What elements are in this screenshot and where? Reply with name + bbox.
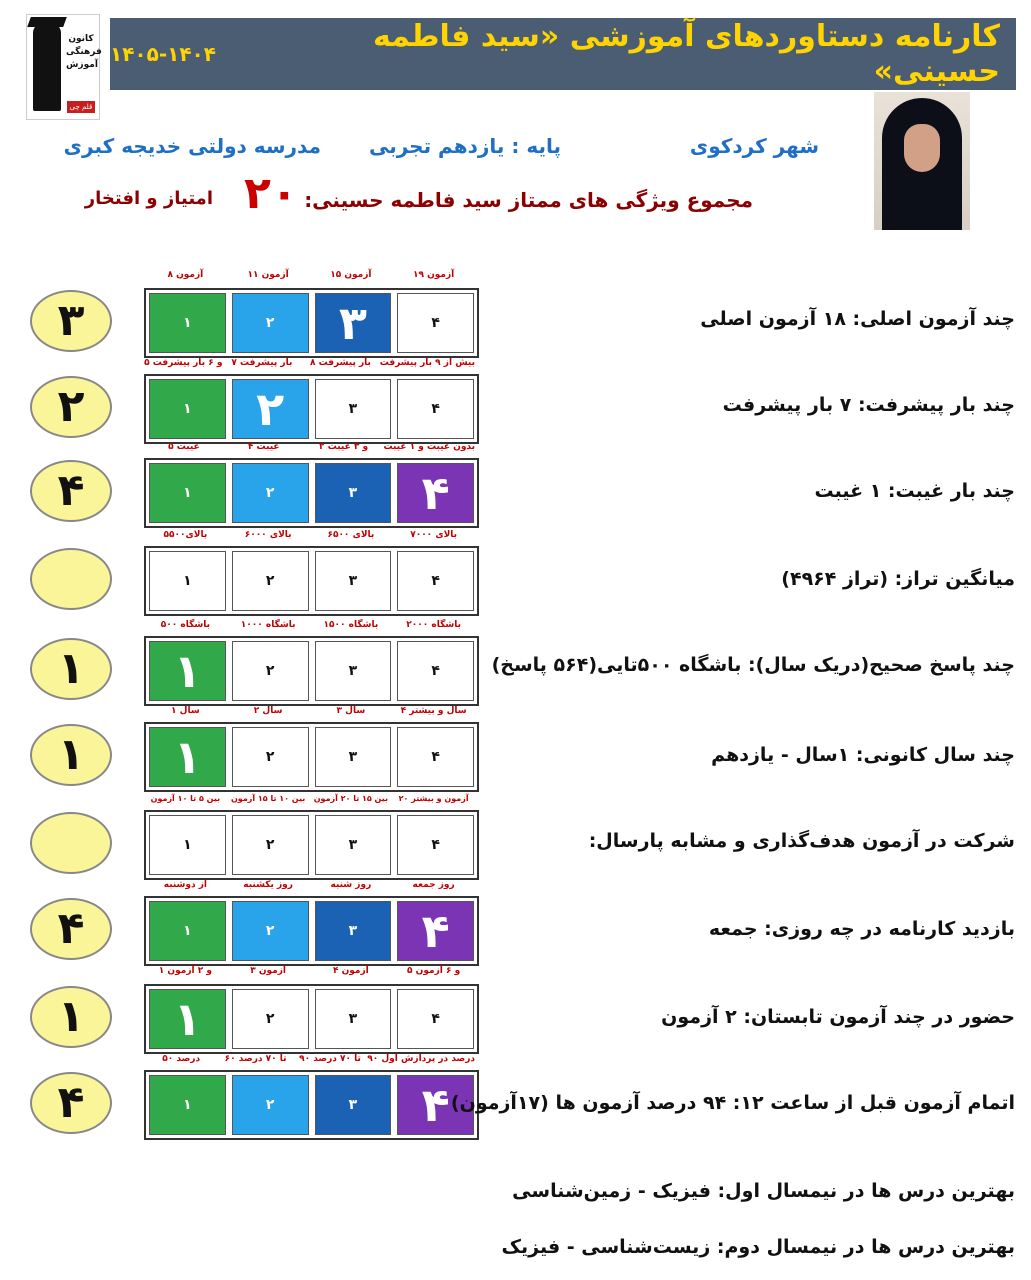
grid-cell: ۱ xyxy=(149,1075,226,1135)
best-lessons-second: بهترین درس ها در نیمسال دوم: زیست‌شناسی - فیزیک xyxy=(501,1236,1015,1258)
grid-cell: ۲ xyxy=(232,989,309,1049)
grid-cell: ۴ xyxy=(397,727,474,787)
grid-cell: ۲ xyxy=(232,641,309,701)
grid-cell: ۲ xyxy=(232,551,309,611)
grid-cell: ۲ xyxy=(232,901,309,961)
grid-cell-selected: ۱ xyxy=(149,727,226,787)
score-circle: ۴ xyxy=(30,1072,112,1134)
grid-cell: ۱ xyxy=(149,379,226,439)
row-labels: ۵ و ۶ بار پیشرفت ۷ بار پیشرفت ۸ بار پیشرفت بیش از ۹ بار پیشرفت xyxy=(144,358,475,368)
grid-cell: ۴ xyxy=(397,293,474,353)
row-question: حضور در چند آزمون تابستان: ۲ آزمون xyxy=(661,1006,1015,1028)
grid-cell: ۴ xyxy=(397,551,474,611)
row-question: اتمام آزمون قبل از ساعت ۱۲: ۹۴ درصد آزمون ها (۱۷آزمون) xyxy=(450,1092,1015,1114)
student-grade: پایه : یازدهم تجربی xyxy=(368,134,561,158)
score-grid xyxy=(144,722,479,792)
total-value: ۲۰ xyxy=(244,168,298,219)
score-grid xyxy=(144,288,479,358)
row-question: بازدید کارنامه در چه روزی: جمعه xyxy=(708,918,1015,940)
score-circle: ۴ xyxy=(30,898,112,960)
score-grid xyxy=(144,896,479,966)
student-city: شهر کردکوی xyxy=(689,134,819,158)
grid-cell: ۱ xyxy=(149,815,226,875)
kanoon-logo xyxy=(26,14,100,120)
row-question: میانگین تراز: (تراز ۴۹۶۴) xyxy=(781,568,1015,590)
grid-cell-selected: ۱ xyxy=(149,641,226,701)
row-labels: ۵ غیبت ۴ غیبت ۲ و ۳ غیبت بدون غیبت و ۱ غیبت xyxy=(168,442,476,452)
score-grid xyxy=(144,546,479,616)
grid-cell-selected: ۴ xyxy=(397,901,474,961)
score-circle xyxy=(30,548,112,610)
grid-cell: ۱ xyxy=(149,463,226,523)
title-bar xyxy=(110,18,1016,90)
row-question: چند سال کانونی: ۱سال - یازدهم xyxy=(711,744,1015,766)
academic-year: ۱۴۰۵-۱۴۰۴ xyxy=(110,42,216,66)
logo-badge: قلم چی xyxy=(67,101,95,113)
row-question: چند آزمون اصلی: ۱۸ آزمون اصلی xyxy=(700,308,1015,330)
grid-cell: ۳ xyxy=(315,989,392,1049)
score-grid xyxy=(144,458,479,528)
grid-cell: ۳ xyxy=(315,379,392,439)
grid-cell: ۲ xyxy=(232,1075,309,1135)
total-label: مجموع ویژگی های ممتاز سید فاطمه حسینی: xyxy=(304,188,753,212)
score-grid xyxy=(144,984,479,1054)
total-suffix: امتیاز و افتخار xyxy=(84,188,213,209)
grid-cell: ۳ xyxy=(315,901,392,961)
grid-cell: ۱ xyxy=(149,293,226,353)
grid-cell: ۴ xyxy=(397,641,474,701)
grid-cell: ۴ xyxy=(397,815,474,875)
grid-cell: ۴ xyxy=(397,989,474,1049)
row-labels: ۱ سال ۲ سال ۳ سال ۴ سال و بیشتر xyxy=(171,706,467,716)
row-labels: بین ۵ تا ۱۰ آزمون بین ۱۰ تا ۱۵ آزمون بین ۱۵ تا ۲۰ آزمون ۲۰ آزمون و بیشتر xyxy=(150,794,469,803)
row-labels: از دوشنبه روز یکشنبه روز شنبه روز جمعه xyxy=(163,880,455,890)
grid-cell: ۳ xyxy=(315,727,392,787)
grid-cell: ۲ xyxy=(232,293,309,353)
score-circle: ۲ xyxy=(30,376,112,438)
student-school: مدرسه دولتی خدیجه کبری xyxy=(63,134,321,158)
score-circle xyxy=(30,812,112,874)
score-circle: ۳ xyxy=(30,290,112,352)
grid-cell: ۳ xyxy=(315,815,392,875)
grid-cell: ۲ xyxy=(232,727,309,787)
score-circle: ۱ xyxy=(30,724,112,786)
logo-brand-text: کانون فرهنگی آموزش xyxy=(66,34,102,70)
grid-cell-selected: ۳ xyxy=(315,293,392,353)
score-grid xyxy=(144,1070,479,1140)
grid-cell: ۱ xyxy=(149,551,226,611)
row-question: چند پاسخ صحیح(دریک سال): باشگاه ۵۰۰تایی(۵۶۴ پاسخ) xyxy=(491,654,1015,676)
grid-cell: ۳ xyxy=(315,463,392,523)
grid-cell-selected: ۲ xyxy=(232,379,309,439)
score-circle: ۴ xyxy=(30,460,112,522)
grid-cell-selected: ۴ xyxy=(397,463,474,523)
grid-cell-selected: ۱ xyxy=(149,989,226,1049)
grid-cell-selected: ۴ xyxy=(397,1075,474,1135)
score-grid xyxy=(144,636,479,706)
grid-cell: ۲ xyxy=(232,815,309,875)
grid-cell: ۳ xyxy=(315,641,392,701)
score-circle: ۱ xyxy=(30,638,112,700)
row-labels: ۱ و ۲ آزمون ۳ آزمون ۴ آزمون ۵ و ۶ آزمون xyxy=(158,966,461,976)
score-grid xyxy=(144,374,479,444)
row-question: چند بار غیبت: ۱ غیبت xyxy=(814,480,1015,502)
graduate-figure-icon xyxy=(33,23,61,111)
row-labels: ۵۰ درصد ۶۰ تا ۷۰ درصد ۹۰ تا ۷۰ درصد ۹۰ درصد در پردازش اول xyxy=(162,1054,476,1064)
row-question: شرکت در آزمون هدف‌گذاری و مشابه پارسال: xyxy=(588,830,1015,852)
row-labels: ۸ آزمون ۱۱ آزمون ۱۵ آزمون ۱۹ آزمون xyxy=(167,270,455,280)
page-title: کارنامه دستاوردهای آموزشی «سید فاطمه حسینی» xyxy=(372,19,1000,89)
best-lessons-first: بهترین درس ها در نیمسال اول: فیزیک - زمین‌شناسی xyxy=(512,1180,1015,1202)
score-circle: ۱ xyxy=(30,986,112,1048)
row-question: چند بار پیشرفت: ۷ بار پیشرفت xyxy=(722,394,1015,416)
row-labels: باشگاه ۵۰۰ باشگاه ۱۰۰۰ باشگاه ۱۵۰۰ باشگاه ۲۰۰۰ xyxy=(160,620,461,630)
grid-cell: ۲ xyxy=(232,463,309,523)
grid-cell: ۳ xyxy=(315,1075,392,1135)
grid-cell: ۳ xyxy=(315,551,392,611)
row-labels: بالای۵۵۰۰ بالای ۶۰۰۰ بالای ۶۵۰۰ بالای ۷۰۰۰ xyxy=(163,530,458,540)
grid-cell: ۱ xyxy=(149,901,226,961)
student-photo xyxy=(874,92,970,230)
score-grid xyxy=(144,810,479,880)
grid-cell: ۴ xyxy=(397,379,474,439)
